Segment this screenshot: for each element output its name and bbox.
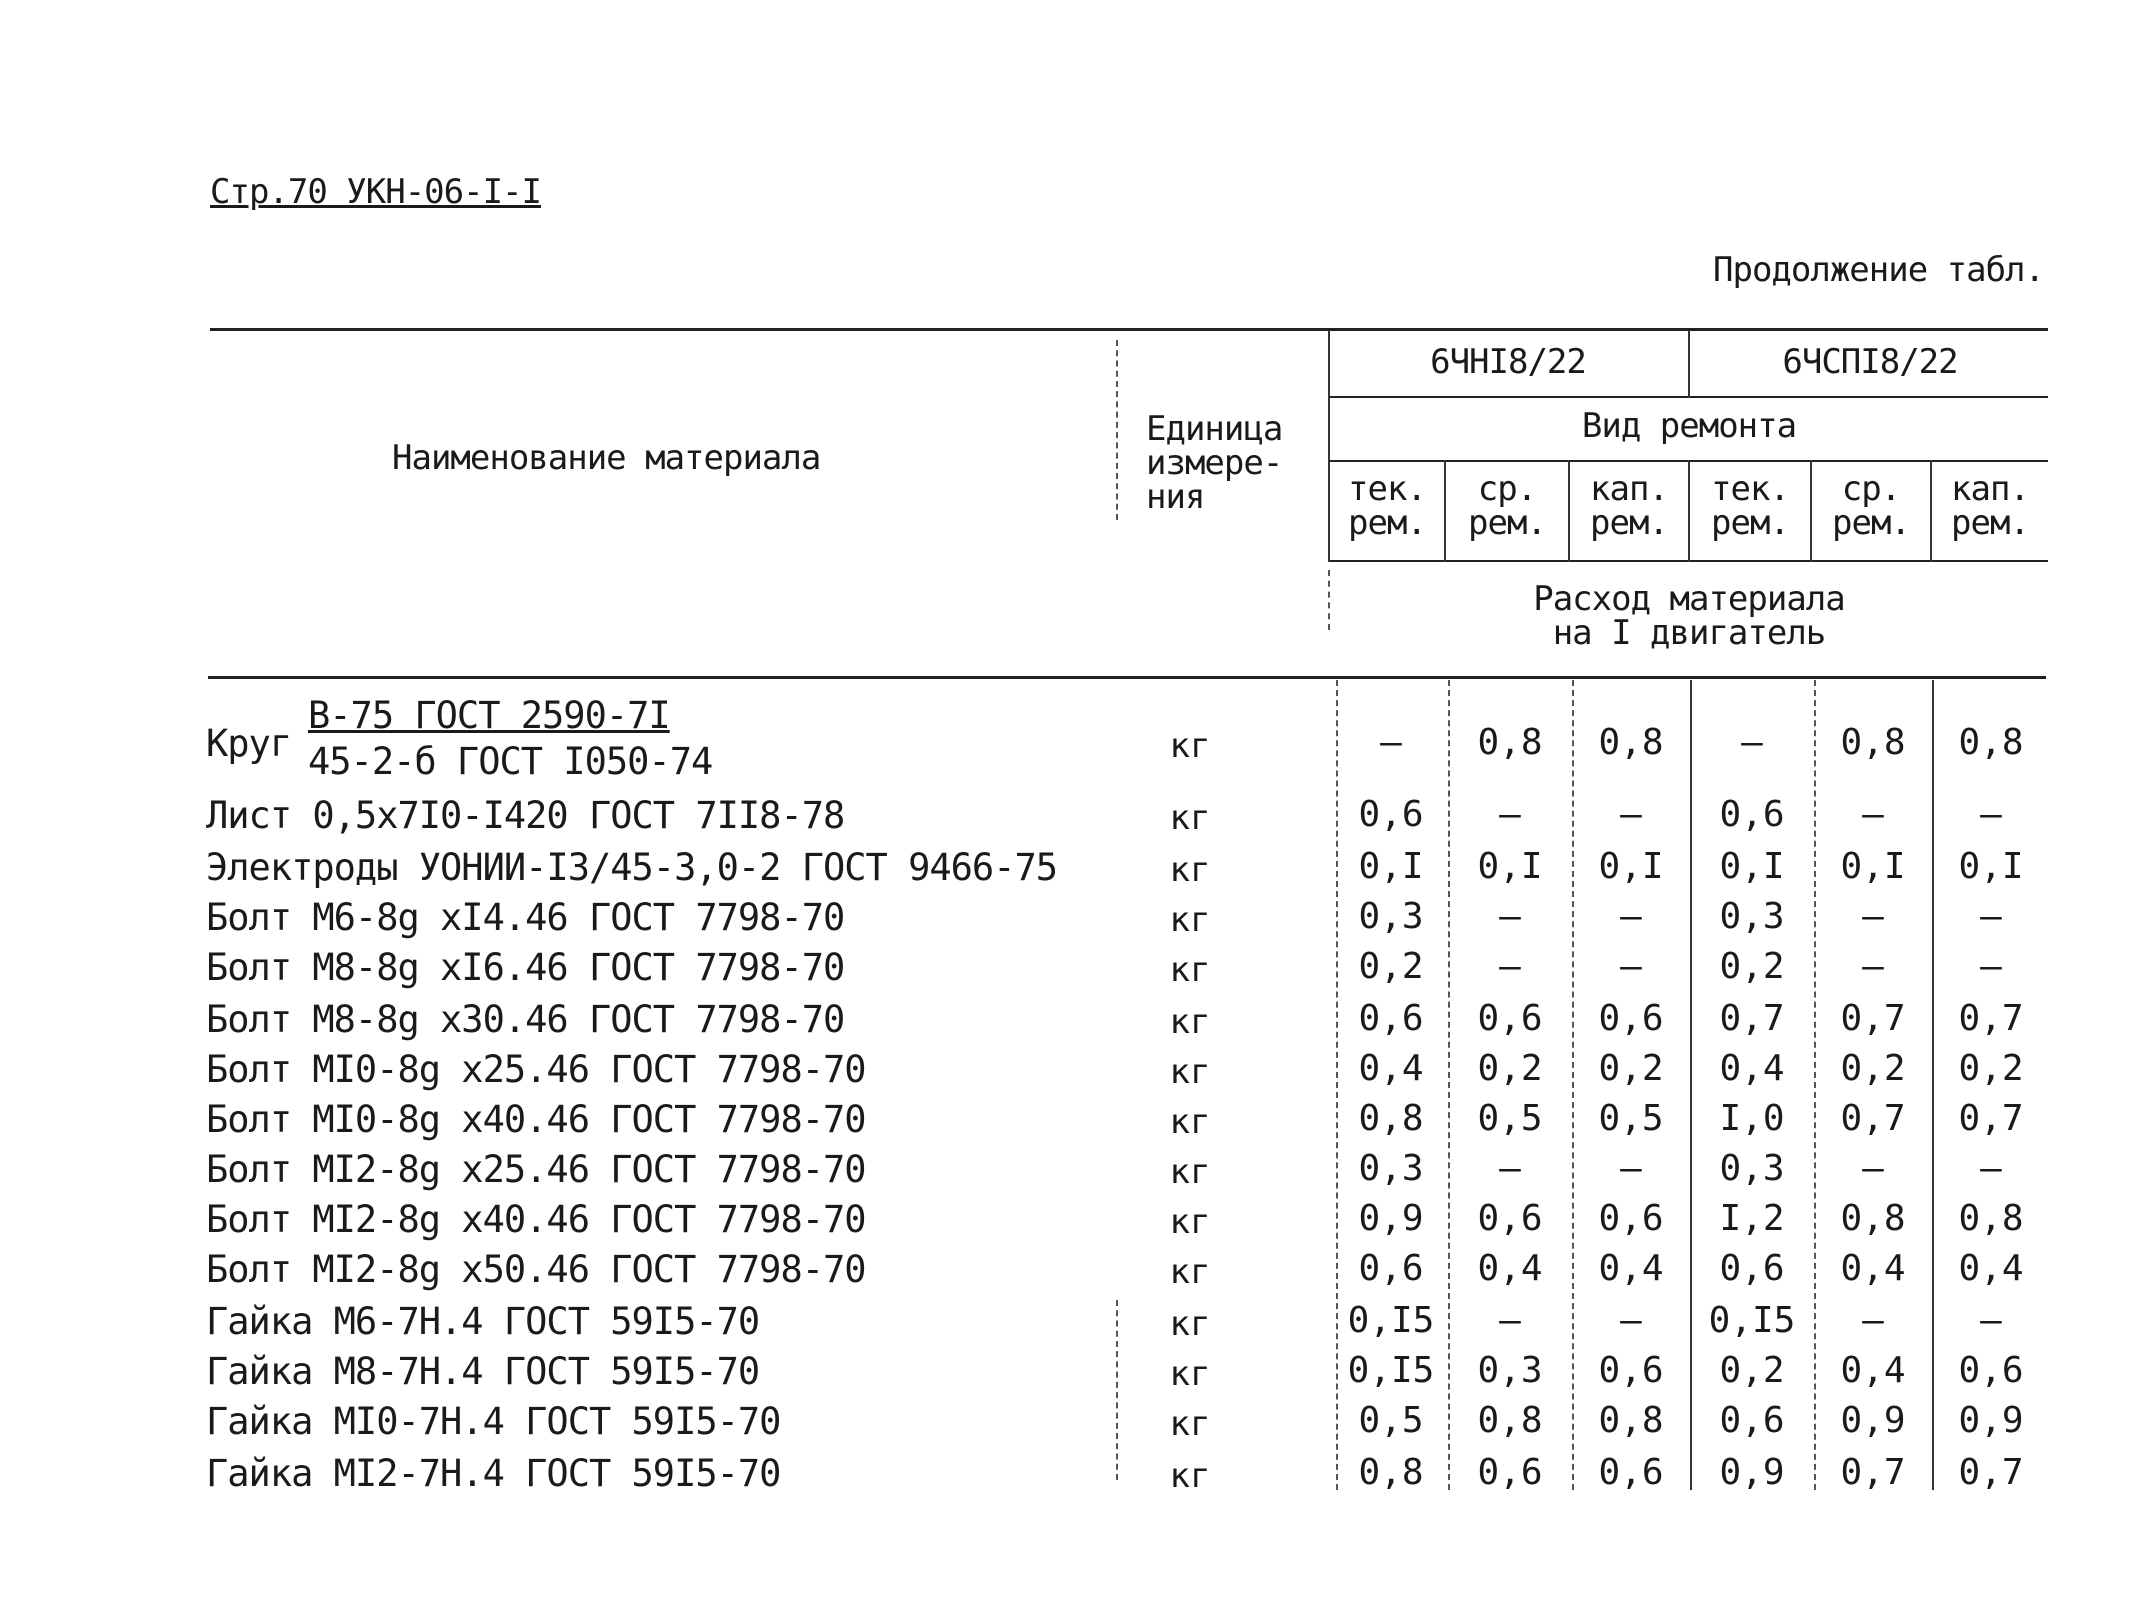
row-name: Болт МI0-8g х40.46 ГОСТ 7798-70: [206, 1098, 866, 1141]
row-name: Лист 0,5х7I0-I420 ГОСТ 7II8-78: [206, 794, 845, 837]
value-cell: 0,4: [1358, 1048, 1424, 1089]
row-unit: кг: [1169, 900, 1211, 940]
unit-header-line-3: ния: [1146, 477, 1205, 517]
value-cell: 0,8: [1840, 1198, 1906, 1239]
value-cell: 0,6: [1719, 1248, 1785, 1289]
row-unit: кг: [1169, 1052, 1211, 1092]
repair-col-4-line-1: тек.: [1711, 469, 1789, 509]
value-cell: 0,8: [1598, 1400, 1664, 1441]
value-cell: 0,5: [1477, 1098, 1543, 1139]
group-header-1: 6ЧНI8/22: [1430, 342, 1586, 382]
value-cell: 0,7: [1840, 1098, 1906, 1139]
value-cell: 0,4: [1840, 1350, 1906, 1391]
value-cell: 0,7: [1958, 998, 2024, 1039]
repair-col-header-6: [1932, 469, 2048, 543]
value-cell: 0,6: [1477, 998, 1543, 1039]
value-cell: 0,6: [1719, 794, 1785, 835]
value-cell: 0,5: [1598, 1098, 1664, 1139]
value-cell: 0,I5: [1708, 1300, 1796, 1341]
value-cell: –: [1862, 794, 1884, 835]
row-unit: кг: [1169, 850, 1211, 890]
repair-col-5-line-1: ср.: [1841, 469, 1901, 509]
value-cell: 0,2: [1840, 1048, 1906, 1089]
value-cell: 0,6: [1477, 1452, 1543, 1493]
row-name: Болт МI0-8g х25.46 ГОСТ 7798-70: [206, 1048, 866, 1091]
value-cell: –: [1980, 1148, 2002, 1189]
row-unit: кг: [1169, 1304, 1211, 1344]
value-cell: 0,3: [1358, 1148, 1424, 1189]
row-unit: кг: [1169, 1202, 1211, 1242]
repair-col-2-line-1: ср.: [1477, 469, 1537, 509]
value-cell: 0,8: [1958, 1198, 2024, 1239]
value-cell: 0,4: [1598, 1248, 1664, 1289]
value-cell: 0,8: [1598, 722, 1664, 763]
value-cell: 0,I: [1598, 846, 1664, 887]
value-cell: –: [1620, 896, 1642, 937]
repair-col-2-line-2: рем.: [1468, 503, 1546, 543]
value-cell: –: [1620, 946, 1642, 987]
value-cell: 0,I5: [1347, 1350, 1435, 1391]
value-cell: 0,7: [1958, 1098, 2024, 1139]
unit-header-line-2: измере-: [1146, 443, 1283, 483]
row-unit: кг: [1169, 726, 1211, 766]
repair-col-3-line-2: рем.: [1590, 503, 1668, 543]
repair-col-1-line-1: тек.: [1348, 469, 1426, 509]
value-cell: 0,6: [1598, 1452, 1664, 1493]
value-cell: 0,9: [1840, 1400, 1906, 1441]
value-cell: 0,4: [1719, 1048, 1785, 1089]
row-name: Гайка М6-7Н.4 ГОСТ 59I5-70: [206, 1300, 760, 1343]
value-cell: 0,8: [1840, 722, 1906, 763]
row-name: Электроды УОНИИ-I3/45-3,0-2 ГОСТ 9466-75: [206, 846, 1058, 889]
value-cell: 0,3: [1719, 896, 1785, 937]
unit-column-header: [1146, 409, 1283, 517]
value-cell: 0,I: [1840, 846, 1906, 887]
value-cell: –: [1980, 896, 2002, 937]
value-cell: 0,6: [1477, 1198, 1543, 1239]
row-name: Болт М8-8g хI6.46 ГОСТ 7798-70: [206, 946, 845, 989]
value-cell: I,2: [1719, 1198, 1785, 1239]
group-header-2: 6ЧСПI8/22: [1782, 342, 1958, 382]
value-cell: 0,2: [1477, 1048, 1543, 1089]
repair-col-1-line-2: рем.: [1348, 503, 1426, 543]
page-reference: Стр.70 УКН-06-I-I: [210, 172, 541, 212]
value-cell: I,0: [1719, 1098, 1785, 1139]
value-cell: 0,3: [1358, 896, 1424, 937]
unit-col-left-rule: [1116, 340, 1118, 520]
value-cell: 0,6: [1719, 1400, 1785, 1441]
repair-col-header-4: [1690, 469, 1810, 543]
value-cell: 0,8: [1358, 1098, 1424, 1139]
repair-col-5-line-2: рем.: [1832, 503, 1910, 543]
consumption-line-1: Расход материала: [1533, 579, 1845, 619]
value-cell: –: [1980, 794, 2002, 835]
row-unit: кг: [1169, 1252, 1211, 1292]
unit-header-line-1: Единица: [1146, 409, 1283, 449]
row-unit: кг: [1169, 1002, 1211, 1042]
value-cell: –: [1620, 1300, 1642, 1341]
value-cell: 0,4: [1840, 1248, 1906, 1289]
row-name-numerator: В-75 ГОСТ 2590-7I: [308, 694, 670, 737]
value-cell: 0,2: [1358, 946, 1424, 987]
value-cell: 0,2: [1958, 1048, 2024, 1089]
row-name: Болт МI2-8g х50.46 ГОСТ 7798-70: [206, 1248, 866, 1291]
row-unit: кг: [1169, 1456, 1211, 1496]
repair-col-header-1: [1330, 469, 1444, 543]
value-cell: –: [1499, 794, 1521, 835]
value-cell: 0,6: [1598, 1350, 1664, 1391]
value-cell: –: [1980, 1300, 2002, 1341]
value-cell: 0,I: [1958, 846, 2024, 887]
row-name: Гайка МI2-7Н.4 ГОСТ 59I5-70: [206, 1452, 781, 1495]
repair-col-header-3: [1570, 469, 1688, 543]
value-cell: –: [1862, 1148, 1884, 1189]
value-cell: 0,6: [1358, 1248, 1424, 1289]
row-name-denominator: 45-2-б ГОСТ I050-74: [308, 740, 713, 783]
value-cell: 0,6: [1358, 794, 1424, 835]
value-cell: 0,5: [1358, 1400, 1424, 1441]
value-cell: 0,7: [1958, 1452, 2024, 1493]
value-cell: –: [1741, 722, 1763, 763]
value-cell: –: [1499, 1148, 1521, 1189]
value-cell: 0,2: [1598, 1048, 1664, 1089]
value-cell: 0,4: [1477, 1248, 1543, 1289]
value-cell: 0,6: [1598, 998, 1664, 1039]
value-cell: 0,9: [1358, 1198, 1424, 1239]
value-cell: –: [1380, 722, 1402, 763]
row-name: Болт МI2-8g х40.46 ГОСТ 7798-70: [206, 1198, 866, 1241]
repair-type-header: Вид ремонта: [1581, 406, 1797, 446]
value-cell: 0,6: [1598, 1198, 1664, 1239]
header-bottom-rule: [208, 676, 2046, 679]
value-cell: 0,8: [1477, 1400, 1543, 1441]
repair-col-header-5: [1812, 469, 1930, 543]
row-name: Гайка МI0-7Н.4 ГОСТ 59I5-70: [206, 1400, 781, 1443]
repair-col-6-line-2: рем.: [1951, 503, 2029, 543]
value-cell: –: [1499, 946, 1521, 987]
value-cell: 0,8: [1958, 722, 2024, 763]
row-unit: кг: [1169, 1102, 1211, 1142]
consumption-line-2: на I двигатель: [1552, 613, 1826, 653]
value-cell: 0,I: [1358, 846, 1424, 887]
value-cell: –: [1862, 1300, 1884, 1341]
value-cell: –: [1980, 946, 2002, 987]
row-unit: кг: [1169, 798, 1211, 838]
row-unit: кг: [1169, 1152, 1211, 1192]
value-cell: –: [1499, 896, 1521, 937]
repair-col-6-line-1: кап.: [1951, 469, 2029, 509]
body-rule-unit: [1116, 1300, 1118, 1480]
group-split-rule: [1688, 330, 1690, 398]
name-column-header: Наименование материала: [392, 438, 821, 478]
value-cell: 0,8: [1477, 722, 1543, 763]
value-cell: 0,3: [1477, 1350, 1543, 1391]
row-name: Болт МI2-8g х25.46 ГОСТ 7798-70: [206, 1148, 866, 1191]
row-unit: кг: [1169, 1354, 1211, 1394]
repair-col-4-line-2: рем.: [1711, 503, 1789, 543]
value-cell: 0,6: [1358, 998, 1424, 1039]
value-cell: 0,2: [1719, 946, 1785, 987]
value-cell: 0,7: [1719, 998, 1785, 1039]
value-cell: –: [1862, 896, 1884, 937]
value-cell: 0,7: [1840, 1452, 1906, 1493]
value-cell: 0,I: [1719, 846, 1785, 887]
row-unit: кг: [1169, 1404, 1211, 1444]
value-cell: 0,9: [1719, 1452, 1785, 1493]
table-top-rule: [210, 328, 2048, 331]
value-cell: 0,I: [1477, 846, 1543, 887]
value-cell: 0,6: [1958, 1350, 2024, 1391]
value-cell: –: [1862, 946, 1884, 987]
row-name-prefix: Круг: [206, 722, 292, 765]
value-cell: –: [1620, 1148, 1642, 1189]
value-cell: 0,8: [1358, 1452, 1424, 1493]
value-cell: 0,4: [1958, 1248, 2024, 1289]
row-name: Болт М6-8g хI4.46 ГОСТ 7798-70: [206, 896, 845, 939]
value-cell: –: [1499, 1300, 1521, 1341]
value-cell: 0,I5: [1347, 1300, 1435, 1341]
table-continuation-label: Продолжение табл.: [1713, 250, 2044, 290]
value-cell: 0,9: [1958, 1400, 2024, 1441]
value-cell: 0,3: [1719, 1148, 1785, 1189]
value-cell: –: [1620, 794, 1642, 835]
repair-col-3-line-1: кап.: [1590, 469, 1668, 509]
value-cell: 0,2: [1719, 1350, 1785, 1391]
value-cell: 0,7: [1840, 998, 1906, 1039]
row-name: Гайка М8-7Н.4 ГОСТ 59I5-70: [206, 1350, 760, 1393]
repair-col-header-2: [1446, 469, 1568, 543]
row-unit: кг: [1169, 950, 1211, 990]
row-name: Болт М8-8g х30.46 ГОСТ 7798-70: [206, 998, 845, 1041]
consumption-header: [1330, 579, 2048, 653]
